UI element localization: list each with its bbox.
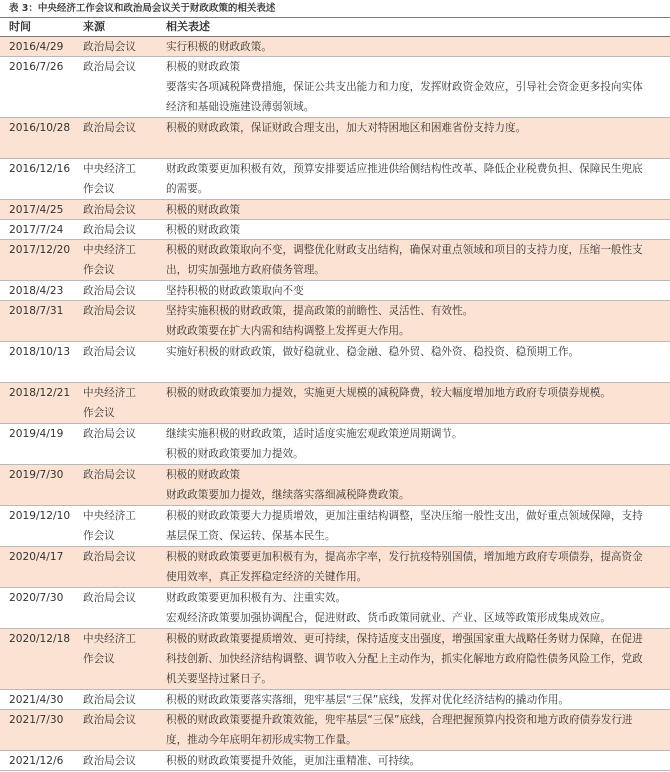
row-description-cell: 积极的财政政策 [166,204,241,216]
row-description-cell: 积极的财政政策要提质增效、更可持续，保持适度支出强度，增强国家重大战略任务财力保障，在促进科技创新、加快经济结构调整、调节收入分配上主动作为，抓实化解地方政府隐性债务风险工作，党政机关要坚持过紧日子。 [166,633,643,685]
row-source-cell: 政治局会议 [83,428,136,440]
table-row [0,383,670,424]
row-time-cell: 2019/7/30 [9,469,64,481]
row-time-cell: 2016/12/16 [9,163,71,175]
table-row [0,465,670,506]
row-time-cell: 2016/10/28 [9,122,71,134]
row-source-cell: 政治局会议 [83,551,136,563]
table-row [0,159,670,200]
table-row [0,629,670,690]
row-source-cell: 中央经济工作会议 [83,163,136,195]
row-time-cell: 2016/7/26 [9,61,64,73]
row-source-cell: 中央经济工作会议 [83,510,136,542]
table-row [0,342,670,383]
row-description-cell: 积极的财政政策要提升效能，更加注重精准、可持续。 [166,755,421,767]
row-description-cell: 积极的财政政策取向不变，调整优化财政支出结构，确保对重点领域和项目的支持力度，压缩一般性支出，切实加强地方政府债务管理。 [166,244,643,276]
row-time-cell: 2019/4/19 [9,428,64,440]
row-source-cell: 政治局会议 [83,694,136,706]
row-source-cell: 中央经济工作会议 [83,633,136,665]
column-header-source: 来源 [83,20,105,33]
row-time-cell: 2019/12/10 [9,510,71,522]
row-description-cell: 财政政策要更加积极有效，预算安排要适应推进供给侧结构性改革、降低企业税费负担、保障民生兜底的需要。 [166,163,643,195]
row-description-cell: 实施好积极的财政政策，做好稳就业、稳金融、稳外贸、稳外资、稳投资、稳预期工作。 [166,346,580,358]
row-description-cell: 财政政策要更加积极有为、注重实效。 宏观经济政策要加强协调配合，促进财政、货币政策同就业、产业、区域等政策形成集成效应。 [166,592,611,624]
table-row [0,710,670,751]
row-time-cell: 2017/12/20 [9,244,71,256]
table-row [0,301,670,342]
row-time-cell: 2021/12/6 [9,755,64,767]
row-source-cell: 政治局会议 [83,41,136,53]
row-source-cell: 中央经济工作会议 [83,387,136,419]
table-row [0,547,670,588]
row-description-cell: 积极的财政政策要提升政策效能，兜牢基层“三保”底线，合理把握预算内投资和地方政府债券发行进度，推动今年底明年初形成实物工作量。 [166,714,633,746]
row-description-cell: 积极的财政政策 要落实各项减税降费措施，保证公共支出能力和力度，发挥财政资金效应，引导社会资金更多投向实体经济和基础设施建设薄弱领域。 [166,61,643,113]
row-source-cell: 政治局会议 [83,714,136,726]
row-time-cell: 2021/4/30 [9,694,64,706]
row-description-cell: 积极的财政政策，保证财政合理支出，加大对特困地区和困难省份支持力度。 [166,122,527,134]
row-time-cell: 2018/4/23 [9,285,64,297]
table-row [0,240,670,281]
row-description-cell: 继续实施积极的财政政策，适时适度实施宏观政策逆周期调节。 积极的财政政策要加力提效。 [166,428,463,460]
row-time-cell: 2020/4/17 [9,551,64,563]
column-header-description: 相关表述 [166,20,210,33]
table-row [0,588,670,629]
row-source-cell: 政治局会议 [83,305,136,317]
row-source-cell: 政治局会议 [83,224,136,236]
row-description-cell: 积极的财政政策要加力提效，实施更大规模的减税降费，较大幅度增加地方政府专项债券规模。 [166,387,611,399]
table-row [0,690,670,710]
row-description-cell: 积极的财政政策要更加积极有为，提高赤字率，发行抗疫特别国债，增加地方政府专项债券，提高资金使用效率，真正发挥稳定经济的关键作用。 [166,551,643,583]
row-source-cell: 政治局会议 [83,755,136,767]
row-description-cell: 积极的财政政策要落实落细，兜牢基层“三保”底线，发挥对优化经济结构的撬动作用。 [166,694,569,706]
row-description-cell: 坚持积极的财政政策取向不变 [166,285,304,297]
row-time-cell: 2017/4/25 [9,204,64,216]
row-source-cell: 政治局会议 [83,592,136,604]
table-row [0,220,670,240]
row-source-cell: 政治局会议 [83,122,136,134]
row-time-cell: 2018/10/13 [9,346,71,358]
table-row [0,281,670,301]
table-row [0,200,670,220]
row-time-cell: 2020/12/18 [9,633,71,645]
row-description-cell: 积极的财政政策 财政政策要加力提效，继续落实落细减税降费政策。 [166,469,410,501]
row-description-cell: 积极的财政政策 [166,224,241,236]
table-row [0,751,670,771]
table-row [0,118,670,159]
table-header [0,18,670,37]
row-source-cell: 政治局会议 [83,285,136,297]
row-description-cell: 实行积极的财政政策。 [166,41,272,53]
row-time-cell: 2018/12/21 [9,387,71,399]
row-time-cell: 2018/7/31 [9,305,64,317]
row-description-cell: 积极的财政政策要大力提质增效，更加注重结构调整，坚决压缩一般性支出，做好重点领域保障，支持基层保工资、保运转、保基本民生。 [166,510,643,542]
row-time-cell: 2016/4/29 [9,41,64,53]
table-row [0,37,670,57]
row-description-cell: 坚持实施积极的财政政策，提高政策的前瞻性、灵活性、有效性。 财政政策要在扩大内需和结构调整上发挥更大作用。 [166,305,474,337]
table-row [0,424,670,465]
row-source-cell: 中央经济工作会议 [83,244,136,276]
table-caption: 表 3：中央经济工作会议和政治局会议关于财政政策的相关表述 [0,0,670,18]
row-source-cell: 政治局会议 [83,204,136,216]
row-source-cell: 政治局会议 [83,469,136,481]
column-header-time: 时间 [9,20,31,33]
row-time-cell: 2020/7/30 [9,592,64,604]
row-time-cell: 2017/7/24 [9,224,64,236]
table-body [0,37,670,771]
row-source-cell: 政治局会议 [83,346,136,358]
table-row [0,506,670,547]
row-time-cell: 2021/7/30 [9,714,64,726]
row-source-cell: 政治局会议 [83,61,136,73]
table-row [0,57,670,118]
